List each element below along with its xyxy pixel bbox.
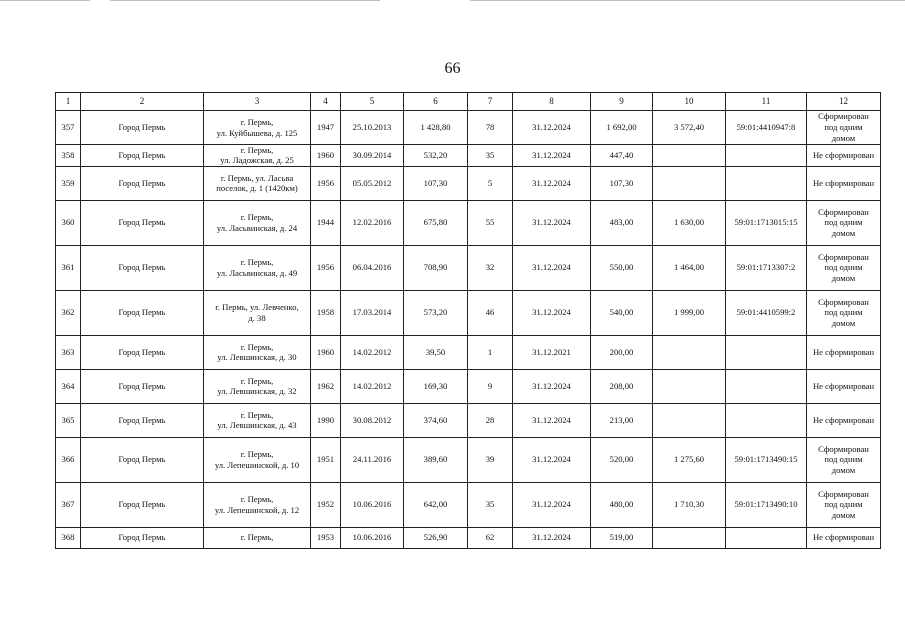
year-cell: 1953 xyxy=(311,527,341,548)
column-header: 6 xyxy=(404,93,468,111)
value-cell: 107,30 xyxy=(591,166,653,200)
deadline-cell: 31.12.2024 xyxy=(513,200,591,245)
status-line: Сформирован xyxy=(818,251,869,262)
address-cell xyxy=(204,166,311,200)
city-cell: Город Пермь xyxy=(81,437,204,482)
status-line: домом xyxy=(831,464,856,475)
table-row xyxy=(56,335,881,369)
area-cell: 642,00 xyxy=(404,482,468,527)
value-cell: 447,40 xyxy=(591,145,653,167)
year-cell: 1947 xyxy=(311,111,341,145)
column-header: 8 xyxy=(513,93,591,111)
cadastral-number-cell: 59:01:4410599:2 xyxy=(726,290,807,335)
status-line: Сформирован xyxy=(818,296,869,307)
area-cell: 107,30 xyxy=(404,166,468,200)
column-header: 3 xyxy=(204,93,311,111)
address-line: ул. Ласьвинская, д. 49 xyxy=(216,267,298,278)
city-cell: Город Пермь xyxy=(81,245,204,290)
status-cell xyxy=(807,166,881,200)
amount-cell xyxy=(653,335,726,369)
city-cell: Город Пермь xyxy=(81,145,204,167)
address-line: г. Пермь, xyxy=(240,532,274,543)
count-cell: 32 xyxy=(468,245,513,290)
year-cell: 1952 xyxy=(311,482,341,527)
scan-top-rule-left xyxy=(0,0,90,1)
date-cell: 12.02.2016 xyxy=(341,200,404,245)
status-cell xyxy=(807,145,881,167)
city-cell: Город Пермь xyxy=(81,335,204,369)
address-line: ул. Куйбышева, д. 125 xyxy=(216,127,298,138)
count-cell: 46 xyxy=(468,290,513,335)
area-cell: 573,20 xyxy=(404,290,468,335)
table-row xyxy=(56,200,881,245)
amount-cell: 3 572,40 xyxy=(653,111,726,145)
row-number-cell: 360 xyxy=(56,200,81,245)
status-line: домом xyxy=(831,132,856,143)
address-cell xyxy=(204,245,311,290)
cadastral-number-cell xyxy=(726,527,807,548)
date-cell: 24.11.2016 xyxy=(341,437,404,482)
address-line: г. Пермь, xyxy=(240,449,274,460)
status-cell xyxy=(807,335,881,369)
row-number-cell: 361 xyxy=(56,245,81,290)
status-line: домом xyxy=(831,272,856,283)
deadline-cell: 31.12.2024 xyxy=(513,245,591,290)
amount-cell: 1 710,30 xyxy=(653,482,726,527)
amount-cell xyxy=(653,369,726,403)
table-row xyxy=(56,527,881,548)
scan-top-rule-center xyxy=(110,0,380,1)
address-line: г. Пермь, xyxy=(240,257,274,268)
year-cell: 1951 xyxy=(311,437,341,482)
address-cell xyxy=(204,335,311,369)
amount-cell xyxy=(653,145,726,167)
status-cell xyxy=(807,290,881,335)
deadline-cell: 31.12.2024 xyxy=(513,437,591,482)
area-cell: 675,80 xyxy=(404,200,468,245)
status-line: Сформирован xyxy=(818,206,869,217)
status-cell xyxy=(807,245,881,290)
amount-cell xyxy=(653,166,726,200)
city-cell: Город Пермь xyxy=(81,290,204,335)
column-header: 4 xyxy=(311,93,341,111)
city-cell: Город Пермь xyxy=(81,200,204,245)
table-body xyxy=(56,93,881,549)
cadastral-number-cell: 59:01:1713307:2 xyxy=(726,245,807,290)
address-line: ул. Ладожская, д. 25 xyxy=(220,155,294,166)
page-number: 66 xyxy=(444,60,461,77)
column-header: 5 xyxy=(341,93,404,111)
count-cell: 35 xyxy=(468,482,513,527)
status-line: домом xyxy=(831,509,856,520)
status-cell xyxy=(807,111,881,145)
year-cell: 1962 xyxy=(311,369,341,403)
count-cell: 9 xyxy=(468,369,513,403)
address-cell xyxy=(204,111,311,145)
cadastral-number-cell xyxy=(726,166,807,200)
value-cell: 550,00 xyxy=(591,245,653,290)
amount-cell: 1 630,00 xyxy=(653,200,726,245)
date-cell: 25.10.2013 xyxy=(341,111,404,145)
address-line: г. Пермь, xyxy=(240,341,274,352)
address-line: ул. Ласьвинская, д. 24 xyxy=(216,222,298,233)
deadline-cell: 31.12.2021 xyxy=(513,335,591,369)
date-cell: 14.02.2012 xyxy=(341,369,404,403)
city-cell: Город Пермь xyxy=(81,111,204,145)
status-line: Не сформирован xyxy=(812,532,875,543)
date-cell: 30.09.2014 xyxy=(341,145,404,167)
cadastral-number-cell xyxy=(726,403,807,437)
date-cell: 10.06.2016 xyxy=(341,482,404,527)
row-number-cell: 359 xyxy=(56,166,81,200)
row-number-cell: 362 xyxy=(56,290,81,335)
value-cell: 520,00 xyxy=(591,437,653,482)
address-line: ул. Лепешинской, д. 10 xyxy=(214,459,300,470)
status-line: Сформирован xyxy=(818,488,869,499)
area-cell: 39,50 xyxy=(404,335,468,369)
deadline-cell: 31.12.2024 xyxy=(513,369,591,403)
count-cell: 35 xyxy=(468,145,513,167)
year-cell: 1956 xyxy=(311,166,341,200)
value-cell: 200,00 xyxy=(591,335,653,369)
area-cell: 532,20 xyxy=(404,145,468,167)
cadastral-number-cell: 59:01:1713015:15 xyxy=(726,200,807,245)
status-line: под одним xyxy=(824,307,863,318)
cadastral-number-cell xyxy=(726,369,807,403)
status-line: Не сформирован xyxy=(812,380,875,391)
status-line: Сформирован xyxy=(818,443,869,454)
value-cell: 483,00 xyxy=(591,200,653,245)
date-cell: 14.02.2012 xyxy=(341,335,404,369)
count-cell: 62 xyxy=(468,527,513,548)
address-cell xyxy=(204,437,311,482)
cadastral-number-cell xyxy=(726,145,807,167)
deadline-cell: 31.12.2024 xyxy=(513,403,591,437)
year-cell: 1960 xyxy=(311,145,341,167)
status-line: Не сформирован xyxy=(812,177,875,188)
count-cell: 28 xyxy=(468,403,513,437)
amount-cell xyxy=(653,527,726,548)
status-line: Не сформирован xyxy=(812,346,875,357)
count-cell: 5 xyxy=(468,166,513,200)
column-header: 7 xyxy=(468,93,513,111)
deadline-cell: 31.12.2024 xyxy=(513,290,591,335)
deadline-cell: 31.12.2024 xyxy=(513,145,591,167)
value-cell: 1 692,00 xyxy=(591,111,653,145)
address-line: г. Пермь, xyxy=(240,212,274,223)
area-cell: 708,90 xyxy=(404,245,468,290)
date-cell: 30.08.2012 xyxy=(341,403,404,437)
address-line: ул. Левшинская, д. 32 xyxy=(217,386,297,397)
row-number-cell: 364 xyxy=(56,369,81,403)
date-cell: 10.06.2016 xyxy=(341,527,404,548)
amount-cell xyxy=(653,403,726,437)
area-cell: 389,60 xyxy=(404,437,468,482)
value-cell: 480,00 xyxy=(591,482,653,527)
table-row xyxy=(56,482,881,527)
date-cell: 06.04.2016 xyxy=(341,245,404,290)
status-line: Не сформирован xyxy=(812,414,875,425)
count-cell: 1 xyxy=(468,335,513,369)
status-line: под одним xyxy=(824,262,863,273)
amount-cell: 1 275,60 xyxy=(653,437,726,482)
year-cell: 1990 xyxy=(311,403,341,437)
area-cell: 1 428,80 xyxy=(404,111,468,145)
table-row xyxy=(56,290,881,335)
column-header: 11 xyxy=(726,93,807,111)
table-row xyxy=(56,403,881,437)
scan-top-rule-right xyxy=(470,0,905,1)
status-line: домом xyxy=(831,317,856,328)
status-line: домом xyxy=(831,227,856,238)
date-cell: 17.03.2014 xyxy=(341,290,404,335)
address-line: г. Пермь, xyxy=(240,117,274,128)
city-cell: Город Пермь xyxy=(81,166,204,200)
cadastral-number-cell: 59:01:1713490:15 xyxy=(726,437,807,482)
address-cell xyxy=(204,200,311,245)
value-cell: 540,00 xyxy=(591,290,653,335)
cadastral-number-cell: 59:01:1713490:10 xyxy=(726,482,807,527)
year-cell: 1960 xyxy=(311,335,341,369)
count-cell: 55 xyxy=(468,200,513,245)
deadline-cell: 31.12.2024 xyxy=(513,527,591,548)
status-cell xyxy=(807,403,881,437)
address-cell xyxy=(204,145,311,167)
deadline-cell: 31.12.2024 xyxy=(513,111,591,145)
area-cell: 526,90 xyxy=(404,527,468,548)
row-number-cell: 357 xyxy=(56,111,81,145)
column-header: 2 xyxy=(81,93,204,111)
column-header: 9 xyxy=(591,93,653,111)
address-line: ул. Левшинская, д. 43 xyxy=(217,420,297,431)
address-line: г. Пермь, ул. Левченко, xyxy=(215,302,299,313)
table-row xyxy=(56,145,881,167)
status-cell xyxy=(807,482,881,527)
header-row xyxy=(56,93,881,111)
amount-cell: 1 464,00 xyxy=(653,245,726,290)
year-cell: 1944 xyxy=(311,200,341,245)
year-cell: 1958 xyxy=(311,290,341,335)
status-line: под одним xyxy=(824,454,863,465)
cadastral-number-cell xyxy=(726,335,807,369)
row-number-cell: 365 xyxy=(56,403,81,437)
table-row xyxy=(56,369,881,403)
row-number-cell: 358 xyxy=(56,145,81,167)
status-cell xyxy=(807,437,881,482)
row-number-cell: 367 xyxy=(56,482,81,527)
city-cell: Город Пермь xyxy=(81,369,204,403)
city-cell: Город Пермь xyxy=(81,527,204,548)
count-cell: 78 xyxy=(468,111,513,145)
address-cell xyxy=(204,369,311,403)
status-line: под одним xyxy=(824,499,863,510)
address-line: поселок, д. 1 (1420км) xyxy=(216,183,298,194)
address-line: ул. Лепешинской, д. 12 xyxy=(214,504,300,515)
address-cell xyxy=(204,482,311,527)
count-cell: 39 xyxy=(468,437,513,482)
deadline-cell: 31.12.2024 xyxy=(513,166,591,200)
status-line: под одним xyxy=(824,122,863,133)
status-cell xyxy=(807,200,881,245)
address-line: д. 38 xyxy=(248,312,266,323)
status-line: Сформирован xyxy=(818,111,869,122)
address-cell xyxy=(204,403,311,437)
row-number-cell: 366 xyxy=(56,437,81,482)
address-line: ул. Левшинская, д. 30 xyxy=(217,352,297,363)
area-cell: 169,30 xyxy=(404,369,468,403)
address-line: г. Пермь, xyxy=(240,145,274,155)
row-number-cell: 368 xyxy=(56,527,81,548)
address-line: г. Пермь, xyxy=(240,409,274,420)
address-line: г. Пермь, xyxy=(240,494,274,505)
city-cell: Город Пермь xyxy=(81,403,204,437)
value-cell: 213,00 xyxy=(591,403,653,437)
city-cell: Город Пермь xyxy=(81,482,204,527)
status-cell xyxy=(807,369,881,403)
value-cell: 208,00 xyxy=(591,369,653,403)
column-header: 10 xyxy=(653,93,726,111)
row-number-cell: 363 xyxy=(56,335,81,369)
date-cell: 05.05.2012 xyxy=(341,166,404,200)
area-cell: 374,60 xyxy=(404,403,468,437)
address-line: г. Пермь, ул. Ласьва xyxy=(220,172,294,183)
address-cell xyxy=(204,290,311,335)
amount-cell: 1 999,00 xyxy=(653,290,726,335)
deadline-cell: 31.12.2024 xyxy=(513,482,591,527)
table-row xyxy=(56,437,881,482)
address-line: г. Пермь, xyxy=(240,375,274,386)
table-row xyxy=(56,166,881,200)
status-line: под одним xyxy=(824,217,863,228)
status-cell xyxy=(807,527,881,548)
registry-table xyxy=(55,92,881,549)
table-row xyxy=(56,245,881,290)
table-row xyxy=(56,111,881,145)
value-cell: 519,00 xyxy=(591,527,653,548)
address-cell xyxy=(204,527,311,548)
cadastral-number-cell: 59:01:4410947:8 xyxy=(726,111,807,145)
status-line: Не сформирован xyxy=(812,149,875,160)
year-cell: 1956 xyxy=(311,245,341,290)
column-header: 1 xyxy=(56,93,81,111)
column-header: 12 xyxy=(807,93,881,111)
